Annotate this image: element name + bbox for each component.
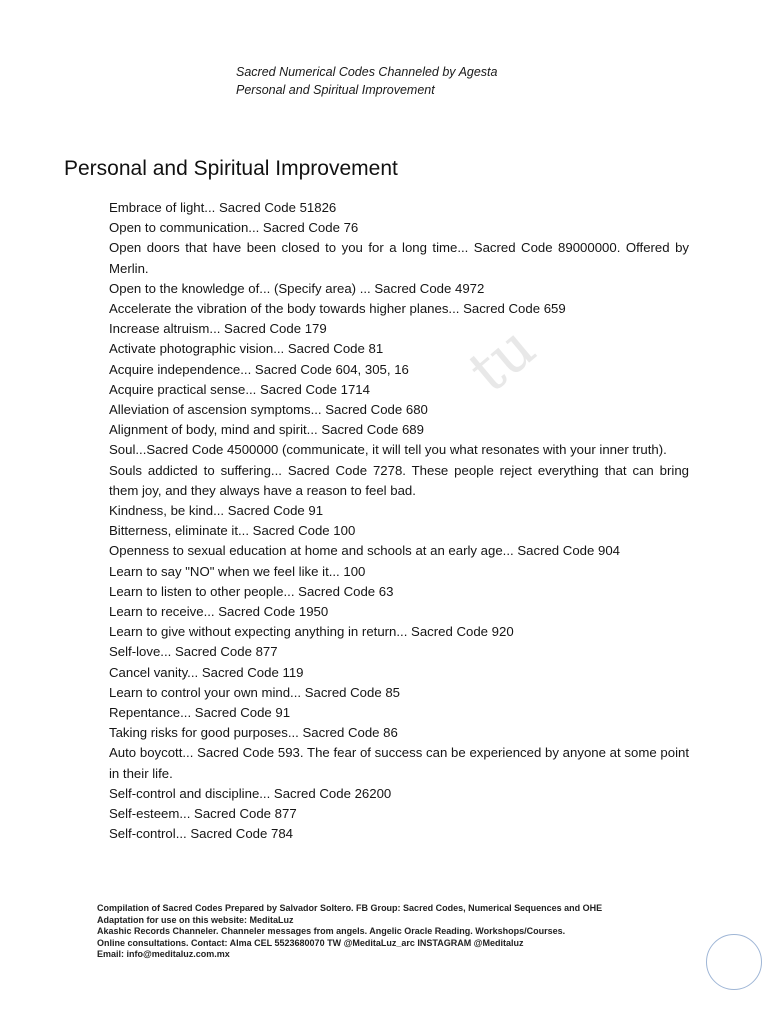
page-navigation-circle[interactable] — [706, 934, 762, 990]
code-entry: Souls addicted to suffering... Sacred Code 7278. These people reject everything that can bring them joy, and they always have a reason to feel bad. — [109, 462, 689, 498]
header-line-1: Sacred Numerical Codes Channeled by Agesta — [236, 65, 498, 79]
code-entry: Learn to say "NO" when we feel like it... 100 — [109, 563, 366, 579]
footer-line-3: Akashic Records Channeler. Channeler messages from angels. Angelic Oracle Reading. Workshops/Courses. — [97, 926, 566, 936]
code-entry: Cancel vanity... Sacred Code 119 — [109, 664, 304, 680]
document-footer — [97, 903, 602, 961]
code-entry: Learn to control your own mind... Sacred Code 85 — [109, 684, 401, 700]
code-entry: Learn to give without expecting anything in return... Sacred Code 920 — [109, 624, 514, 640]
code-entry: Activate photographic vision... Sacred Code 81 — [109, 341, 384, 357]
header-line-2: Personal and Spiritual Improvement — [236, 83, 435, 97]
footer-line-2: Adaptation for use on this website: MeditaLuz — [97, 914, 294, 925]
sacred-code-list — [109, 198, 689, 845]
code-entry: Increase altruism... Sacred Code 179 — [109, 321, 327, 337]
code-entry: Learn to listen to other people... Sacred Code 63 — [109, 583, 394, 599]
code-entry: Self-esteem... Sacred Code 877 — [109, 806, 297, 822]
code-entry: Soul...Sacred Code 4500000 (communicate, it will tell you what resonates with your inner truth). — [109, 442, 667, 458]
code-entry: Self-love... Sacred Code 877 — [109, 644, 278, 660]
code-entry: Auto boycott... Sacred Code 593. The fear of success can be experienced by anyone at some point in their life. — [109, 745, 689, 781]
code-entry: Embrace of light... Sacred Code 51826 — [109, 200, 337, 215]
code-entry: Acquire independence... Sacred Code 604, 305, 16 — [109, 361, 409, 377]
code-entry: Learn to receive... Sacred Code 1950 — [109, 604, 329, 620]
code-entry: Open to the knowledge of... (Specify area) ... Sacred Code 4972 — [109, 280, 485, 296]
code-entry: Open to communication... Sacred Code 76 — [109, 220, 359, 236]
code-entry: Self-control... Sacred Code 784 — [109, 826, 293, 842]
code-entry: Acquire practical sense... Sacred Code 1714 — [109, 381, 370, 397]
footer-line-1: Compilation of Sacred Codes Prepared by Salvador Soltero. FB Group: Sacred Codes, Numerical Sequences and OHE — [97, 903, 603, 913]
code-entry: Alleviation of ascension symptoms... Sacred Code 680 — [109, 402, 428, 418]
document-header — [236, 63, 498, 99]
code-entry: Self-control and discipline... Sacred Code 26200 — [109, 785, 392, 801]
code-entry: Accelerate the vibration of the body towards higher planes... Sacred Code 659 — [109, 301, 566, 317]
code-entry: Openness to sexual education at home and schools at an early age... Sacred Code 904 — [109, 543, 620, 559]
page-title: Personal and Spiritual Improvement — [64, 157, 398, 180]
code-entry: Bitterness, eliminate it... Sacred Code 100 — [109, 523, 356, 539]
code-entry: Taking risks for good purposes... Sacred Code 86 — [109, 725, 398, 741]
code-entry: Open doors that have been closed to you for a long time... Sacred Code 89000000. Offered by Merlin. — [109, 240, 689, 276]
code-entry: Repentance... Sacred Code 91 — [109, 705, 291, 721]
footer-line-5: Email: info@meditaluz.com.mx — [97, 949, 230, 959]
code-entry: Alignment of body, mind and spirit... Sacred Code 689 — [109, 422, 424, 438]
footer-line-4: Online consultations. Contact: Alma CEL 5523680070 TW @MeditaLuz_arc INSTAGRAM @Meditaluz — [97, 937, 524, 948]
watermark: tu — [455, 312, 549, 407]
code-entry: Kindness, be kind... Sacred Code 91 — [109, 503, 324, 519]
